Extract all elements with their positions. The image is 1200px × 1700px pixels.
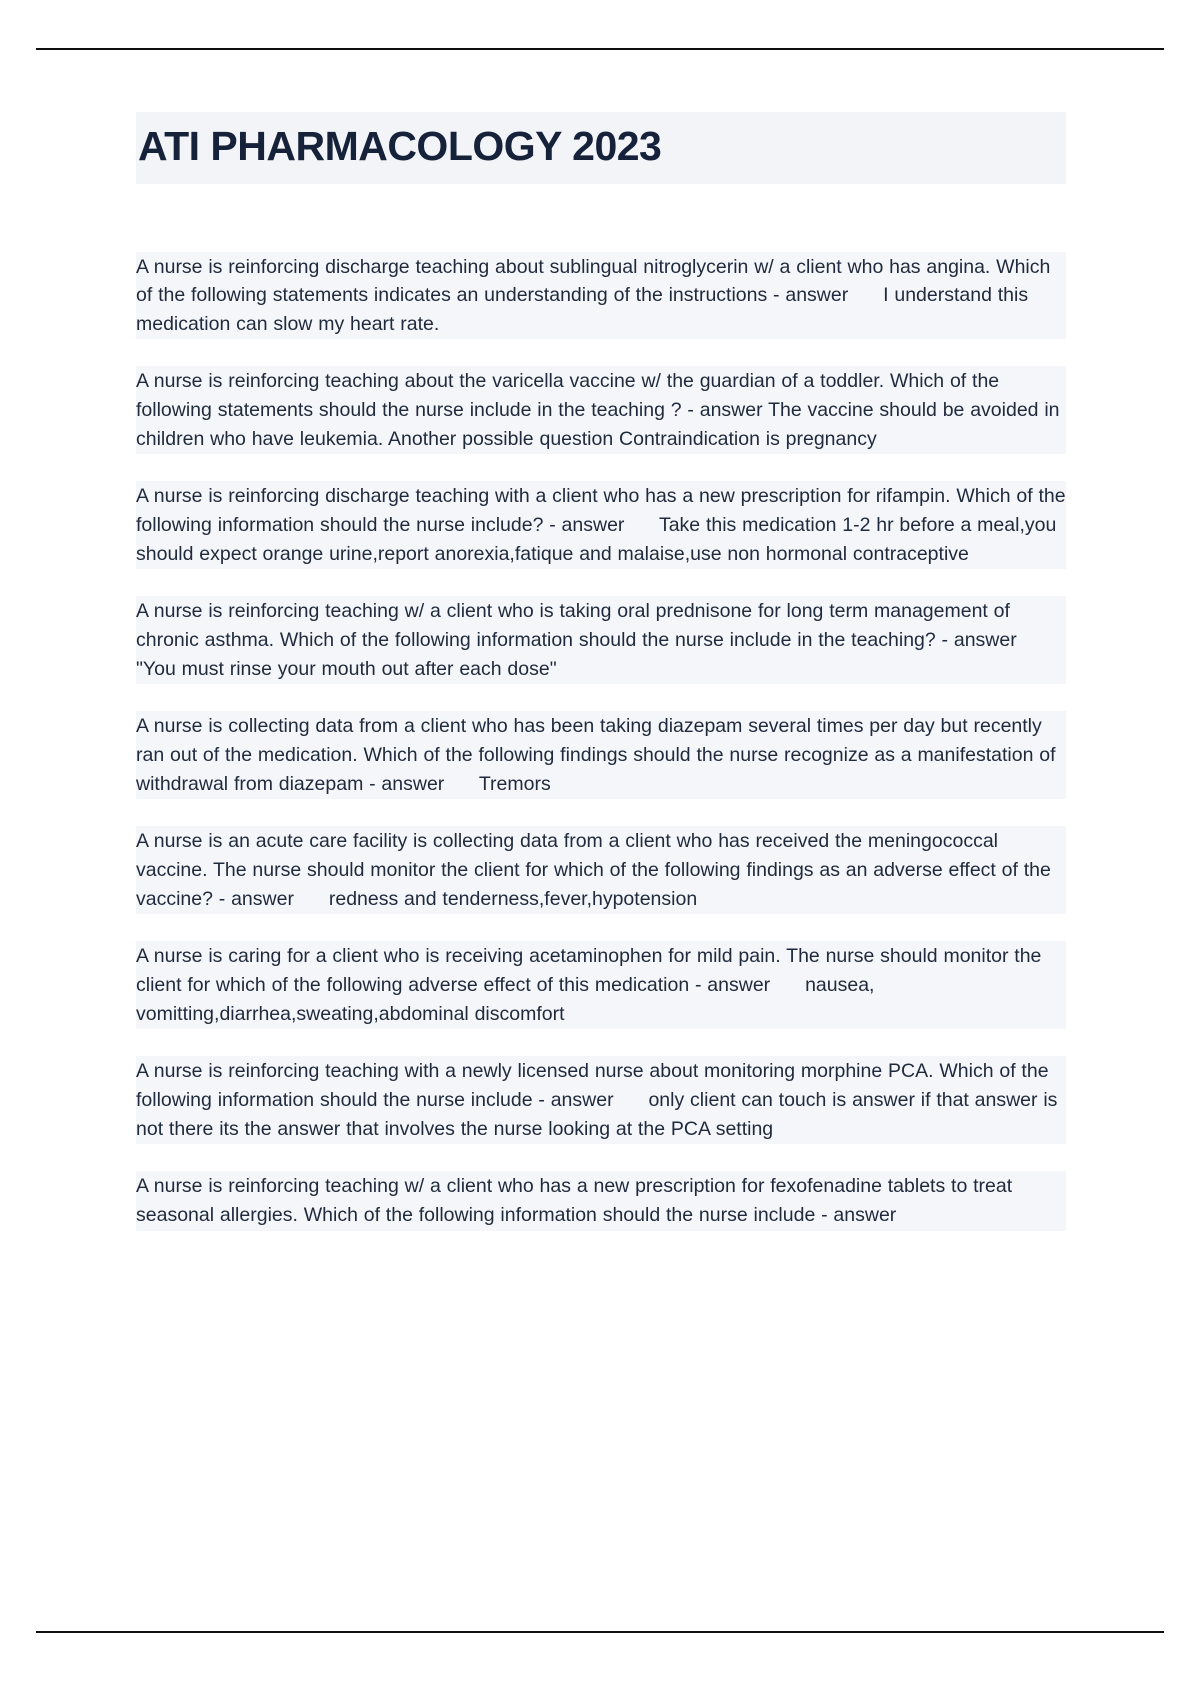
page-title: ATI PHARMACOLOGY 2023 (136, 112, 1066, 184)
qa-item: A nurse is reinforcing teaching with a newly licensed nurse about monitoring morphine PCA. Which of the following information should the nurse include - answer only client can touch is answer if that answer is not there its the answer that involves the nurse looking at the PCA setting (136, 1056, 1066, 1144)
document-content (136, 112, 1072, 1231)
qa-item: A nurse is an acute care facility is collecting data from a client who has received the meningococcal vaccine. The nurse should monitor the client for which of the following findings as an adverse effect of the vaccine? - answer redness and tenderness,fever,hypotension (136, 826, 1066, 914)
qa-item: A nurse is reinforcing teaching w/ a client who is taking oral prednisone for long term management of chronic asthma. Which of the following information should the nurse include in the teaching? - answer "You must rinse your mouth out after each dose" (136, 596, 1066, 684)
footer-divider (36, 1631, 1164, 1633)
qa-item: A nurse is reinforcing teaching about the varicella vaccine w/ the guardian of a toddler. Which of the following statements should the nurse include in the teaching ? - answer The vaccine should be avoided in children who have leukemia. Another possible question Contraindication is pregnancy (136, 366, 1066, 454)
qa-item: A nurse is caring for a client who is receiving acetaminophen for mild pain. The nurse should monitor the client for which of the following adverse effect of this medication - answer nausea, vomitting,diarrhea,sweating,abdominal discomfort (136, 941, 1066, 1029)
qa-item: A nurse is collecting data from a client who has been taking diazepam several times per day but recently ran out of the medication. Which of the following findings should the nurse recognize as a manifestation of withdrawal from diazepam - answer Tremors (136, 711, 1066, 799)
document-page (36, 0, 1164, 1700)
qa-item: A nurse is reinforcing discharge teaching about sublingual nitroglycerin w/ a client who has angina. Which of the following statements indicates an understanding of the instructions - answer I understand this medication can slow my heart rate. (136, 252, 1066, 340)
header-divider (36, 48, 1164, 50)
qa-item: A nurse is reinforcing teaching w/ a client who has a new prescription for fexofenadine tablets to treat seasonal allergies. Which of the following information should the nurse include - answer (136, 1171, 1066, 1230)
qa-item: A nurse is reinforcing discharge teaching with a client who has a new prescription for rifampin. Which of the following information should the nurse include? - answer Take this medication 1-2 hr before a meal,you should expect orange urine,report anorexia,fatique and malaise,use non hormonal contraceptive (136, 481, 1066, 569)
qa-list (136, 252, 1072, 1231)
